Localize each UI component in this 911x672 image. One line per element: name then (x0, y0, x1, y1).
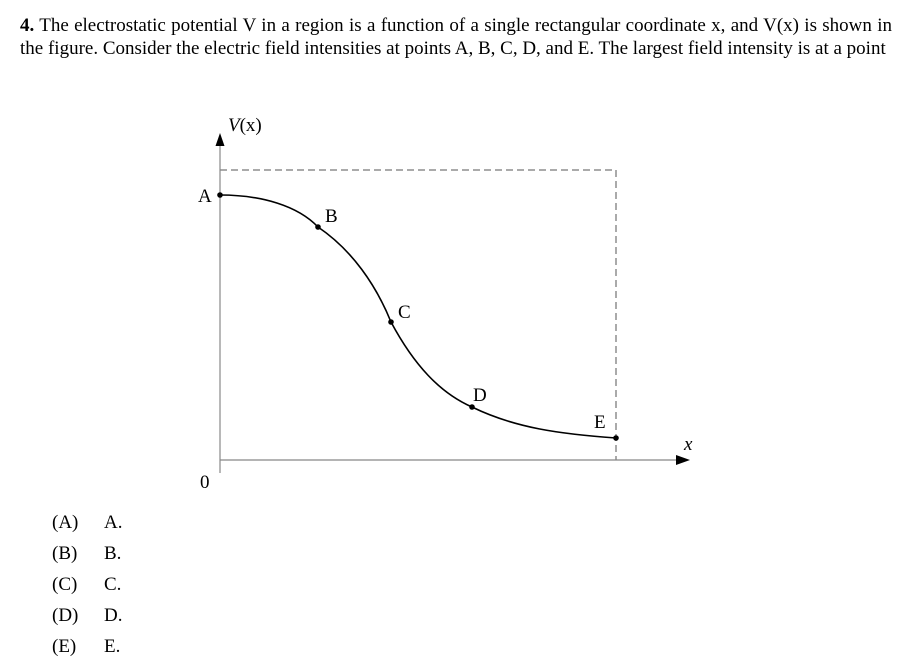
dashed-guides (220, 170, 616, 460)
answer-choices (52, 507, 252, 662)
question-number: 4. (20, 15, 35, 36)
y-axis-arrow (216, 133, 225, 146)
choice-text: B. (104, 543, 122, 564)
choice-letter: (C) (52, 574, 78, 595)
potential-curve (220, 195, 616, 438)
choice-letter: (E) (52, 636, 77, 657)
choice-a[interactable] (52, 507, 252, 538)
point-a-dot (217, 192, 223, 198)
choice-text: A. (104, 512, 123, 533)
choice-e[interactable] (52, 631, 252, 662)
choice-text: C. (104, 574, 122, 595)
point-c-dot (388, 319, 394, 325)
question-body: The electrostatic potential V in a region is a function of a single rectangular coordinate x, and V(x) is shown in the figure. Consider the electric field intensities at points A, B, C, D, and E. The largest field intensity is at a point (20, 15, 892, 59)
choice-letter: (D) (52, 605, 79, 626)
point-c-label: C (398, 302, 411, 323)
point-e-label: E (594, 412, 606, 433)
point-b-dot (315, 224, 321, 230)
choice-text: E. (104, 636, 121, 657)
y-axis-label-v: V (228, 115, 240, 136)
point-e-dot (613, 435, 619, 441)
choice-letter: (A) (52, 512, 79, 533)
y-axis-label-arg: (x) (239, 115, 262, 136)
choice-c[interactable] (52, 569, 252, 600)
choice-b[interactable] (52, 538, 252, 569)
point-d-label: D (473, 385, 487, 406)
x-axis-label: x (684, 434, 693, 455)
point-a-label: A (198, 186, 212, 207)
origin-label: 0 (200, 472, 210, 493)
choice-letter: (B) (52, 543, 78, 564)
y-axis-label (228, 115, 262, 136)
x-axis-arrow (676, 455, 690, 465)
point-b-label: B (325, 206, 338, 227)
choice-text: D. (104, 605, 123, 626)
choice-d[interactable] (52, 600, 252, 631)
